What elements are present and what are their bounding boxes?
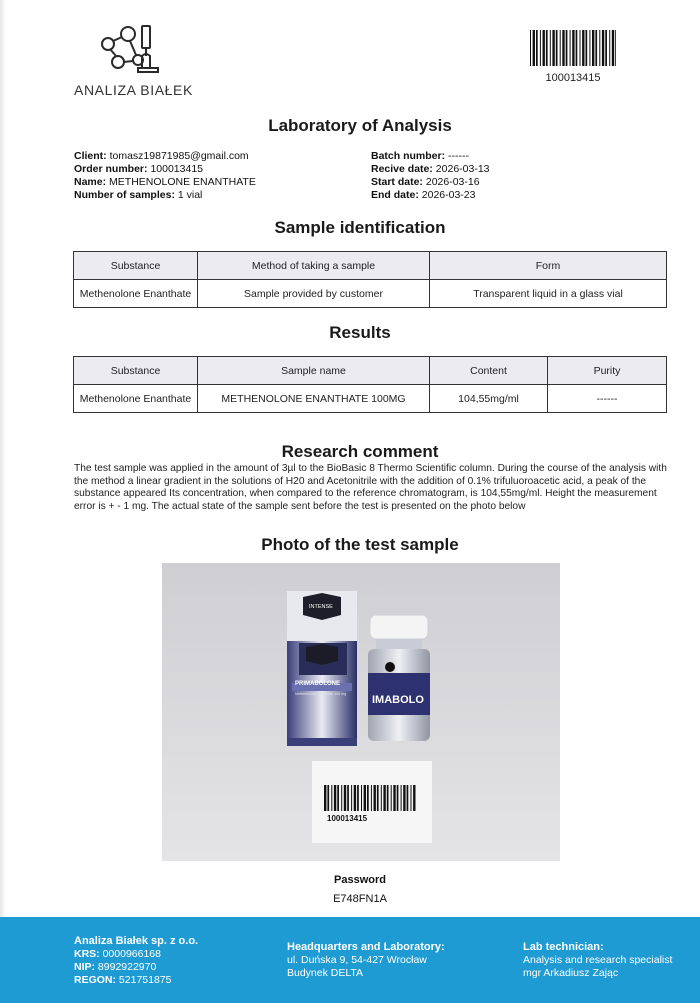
lab-role: Analysis and research specialist [523, 954, 673, 966]
start-label: Start date: [371, 176, 423, 188]
footer-bar [0, 917, 700, 1003]
footer-headquarters [287, 941, 445, 980]
company-name: ANALIZA BIAŁEK [74, 82, 193, 98]
name-label: Name: [74, 176, 107, 188]
table-row [74, 280, 667, 308]
client-label: Client: [74, 150, 107, 162]
photo-title: Photo of the test sample [261, 535, 459, 554]
header-cell: Purity [548, 357, 667, 385]
header-cell: Substance [74, 357, 198, 385]
sample-identification-title: Sample identification [274, 218, 446, 237]
research-comment-text: The test sample was applied in the amount of 3µl to the BioBasic 8 Thermo Scientific column. During the course of the analysis with the method a linear gradient in the solutions of H20 and Acetonitrile with the addition of 0.1% trifuluoroacetic acid, a peak of the substance appeared Its concentration, when compared to the reference chromatogram, is 104,55mg/ml. Height the measurement error is + - 1 mg. The actual state of the sample sent before the test is presented on the photo below [74, 463, 667, 512]
vial-text: IMABOLO [372, 694, 424, 706]
footer-lab-technician [523, 941, 672, 980]
table-header-row [74, 252, 667, 280]
start-value: 2026-03-16 [425, 176, 480, 188]
nip-value: 8992922970 [97, 961, 157, 973]
table-cell: Methenolone Enanthate [74, 280, 198, 308]
recive-label: Recive date: [371, 163, 433, 175]
samples-label: Number of samples: [74, 189, 175, 201]
password-value: E748FN1A [333, 893, 387, 905]
hq-building: Budynek DELTA [287, 967, 364, 979]
header-cell: Sample name [198, 357, 430, 385]
box-sub-text: Methenolone Enanthate 100 mg [295, 692, 347, 696]
end-label: End date: [371, 189, 419, 201]
table-cell: Sample provided by customer [198, 280, 430, 308]
name-value: METHENOLONE ENANTHATE [109, 176, 256, 188]
document-title: Laboratory of Analysis [268, 116, 452, 135]
batch-label: Batch number: [371, 150, 446, 162]
research-comment-title: Research comment [281, 442, 439, 461]
barcode-number: 100013415 [545, 72, 601, 84]
end-value: 2026-03-23 [421, 189, 476, 201]
password-label: Password [334, 874, 386, 886]
batch-info [371, 150, 490, 202]
barcode-icon [530, 30, 616, 66]
box-product-text: PRIMABOLONE [295, 681, 340, 687]
regon-value: 521751875 [118, 974, 172, 986]
regon-label: REGON: [74, 974, 116, 986]
sample-photo [162, 563, 560, 861]
client-info [74, 150, 256, 202]
header-cell: Content [430, 357, 548, 385]
footer-company-info [74, 935, 198, 987]
lab-person: mgr Arkadiusz Zając [523, 967, 619, 979]
recive-value: 2026-03-13 [435, 163, 490, 175]
table-cell: METHENOLONE ENANTHATE 100MG [198, 385, 430, 413]
table-header-row [74, 357, 667, 385]
header-cell: Method of taking a sample [198, 252, 430, 280]
nip-label: NIP: [74, 961, 95, 973]
photo-label-number: 100013415 [327, 814, 368, 823]
client-value: tomasz19871985@gmail.com [109, 150, 249, 162]
krs-value: 0000966168 [102, 948, 161, 960]
batch-value: ------ [448, 150, 469, 162]
box-brand-text: INTENSE [309, 604, 333, 610]
order-value: 100013415 [150, 163, 203, 175]
krs-label: KRS: [74, 948, 100, 960]
samples-value: 1 vial [177, 189, 203, 201]
order-label: Order number: [74, 163, 148, 175]
sample-identification-table [73, 251, 667, 308]
table-cell: ------ [548, 385, 667, 413]
sample-photo-illustration [162, 563, 560, 861]
results-table [73, 356, 667, 413]
table-row [74, 385, 667, 413]
table-cell: Methenolone Enanthate [74, 385, 198, 413]
table-cell: Transparent liquid in a glass vial [430, 280, 667, 308]
table-cell: 104,55mg/ml [430, 385, 548, 413]
footer-company-name: Analiza Białek sp. z o.o. [74, 935, 199, 947]
results-title: Results [329, 323, 391, 342]
hq-title: Headquarters and Laboratory: [287, 941, 445, 953]
lab-title: Lab technician: [523, 941, 604, 953]
molecule-microscope-icon [98, 22, 168, 78]
company-logo [74, 22, 204, 100]
header-cell: Substance [74, 252, 198, 280]
hq-address: ul. Duńska 9, 54-427 Wrocław [287, 954, 427, 966]
header-cell: Form [430, 252, 667, 280]
page-shadow-edge [0, 0, 6, 1003]
